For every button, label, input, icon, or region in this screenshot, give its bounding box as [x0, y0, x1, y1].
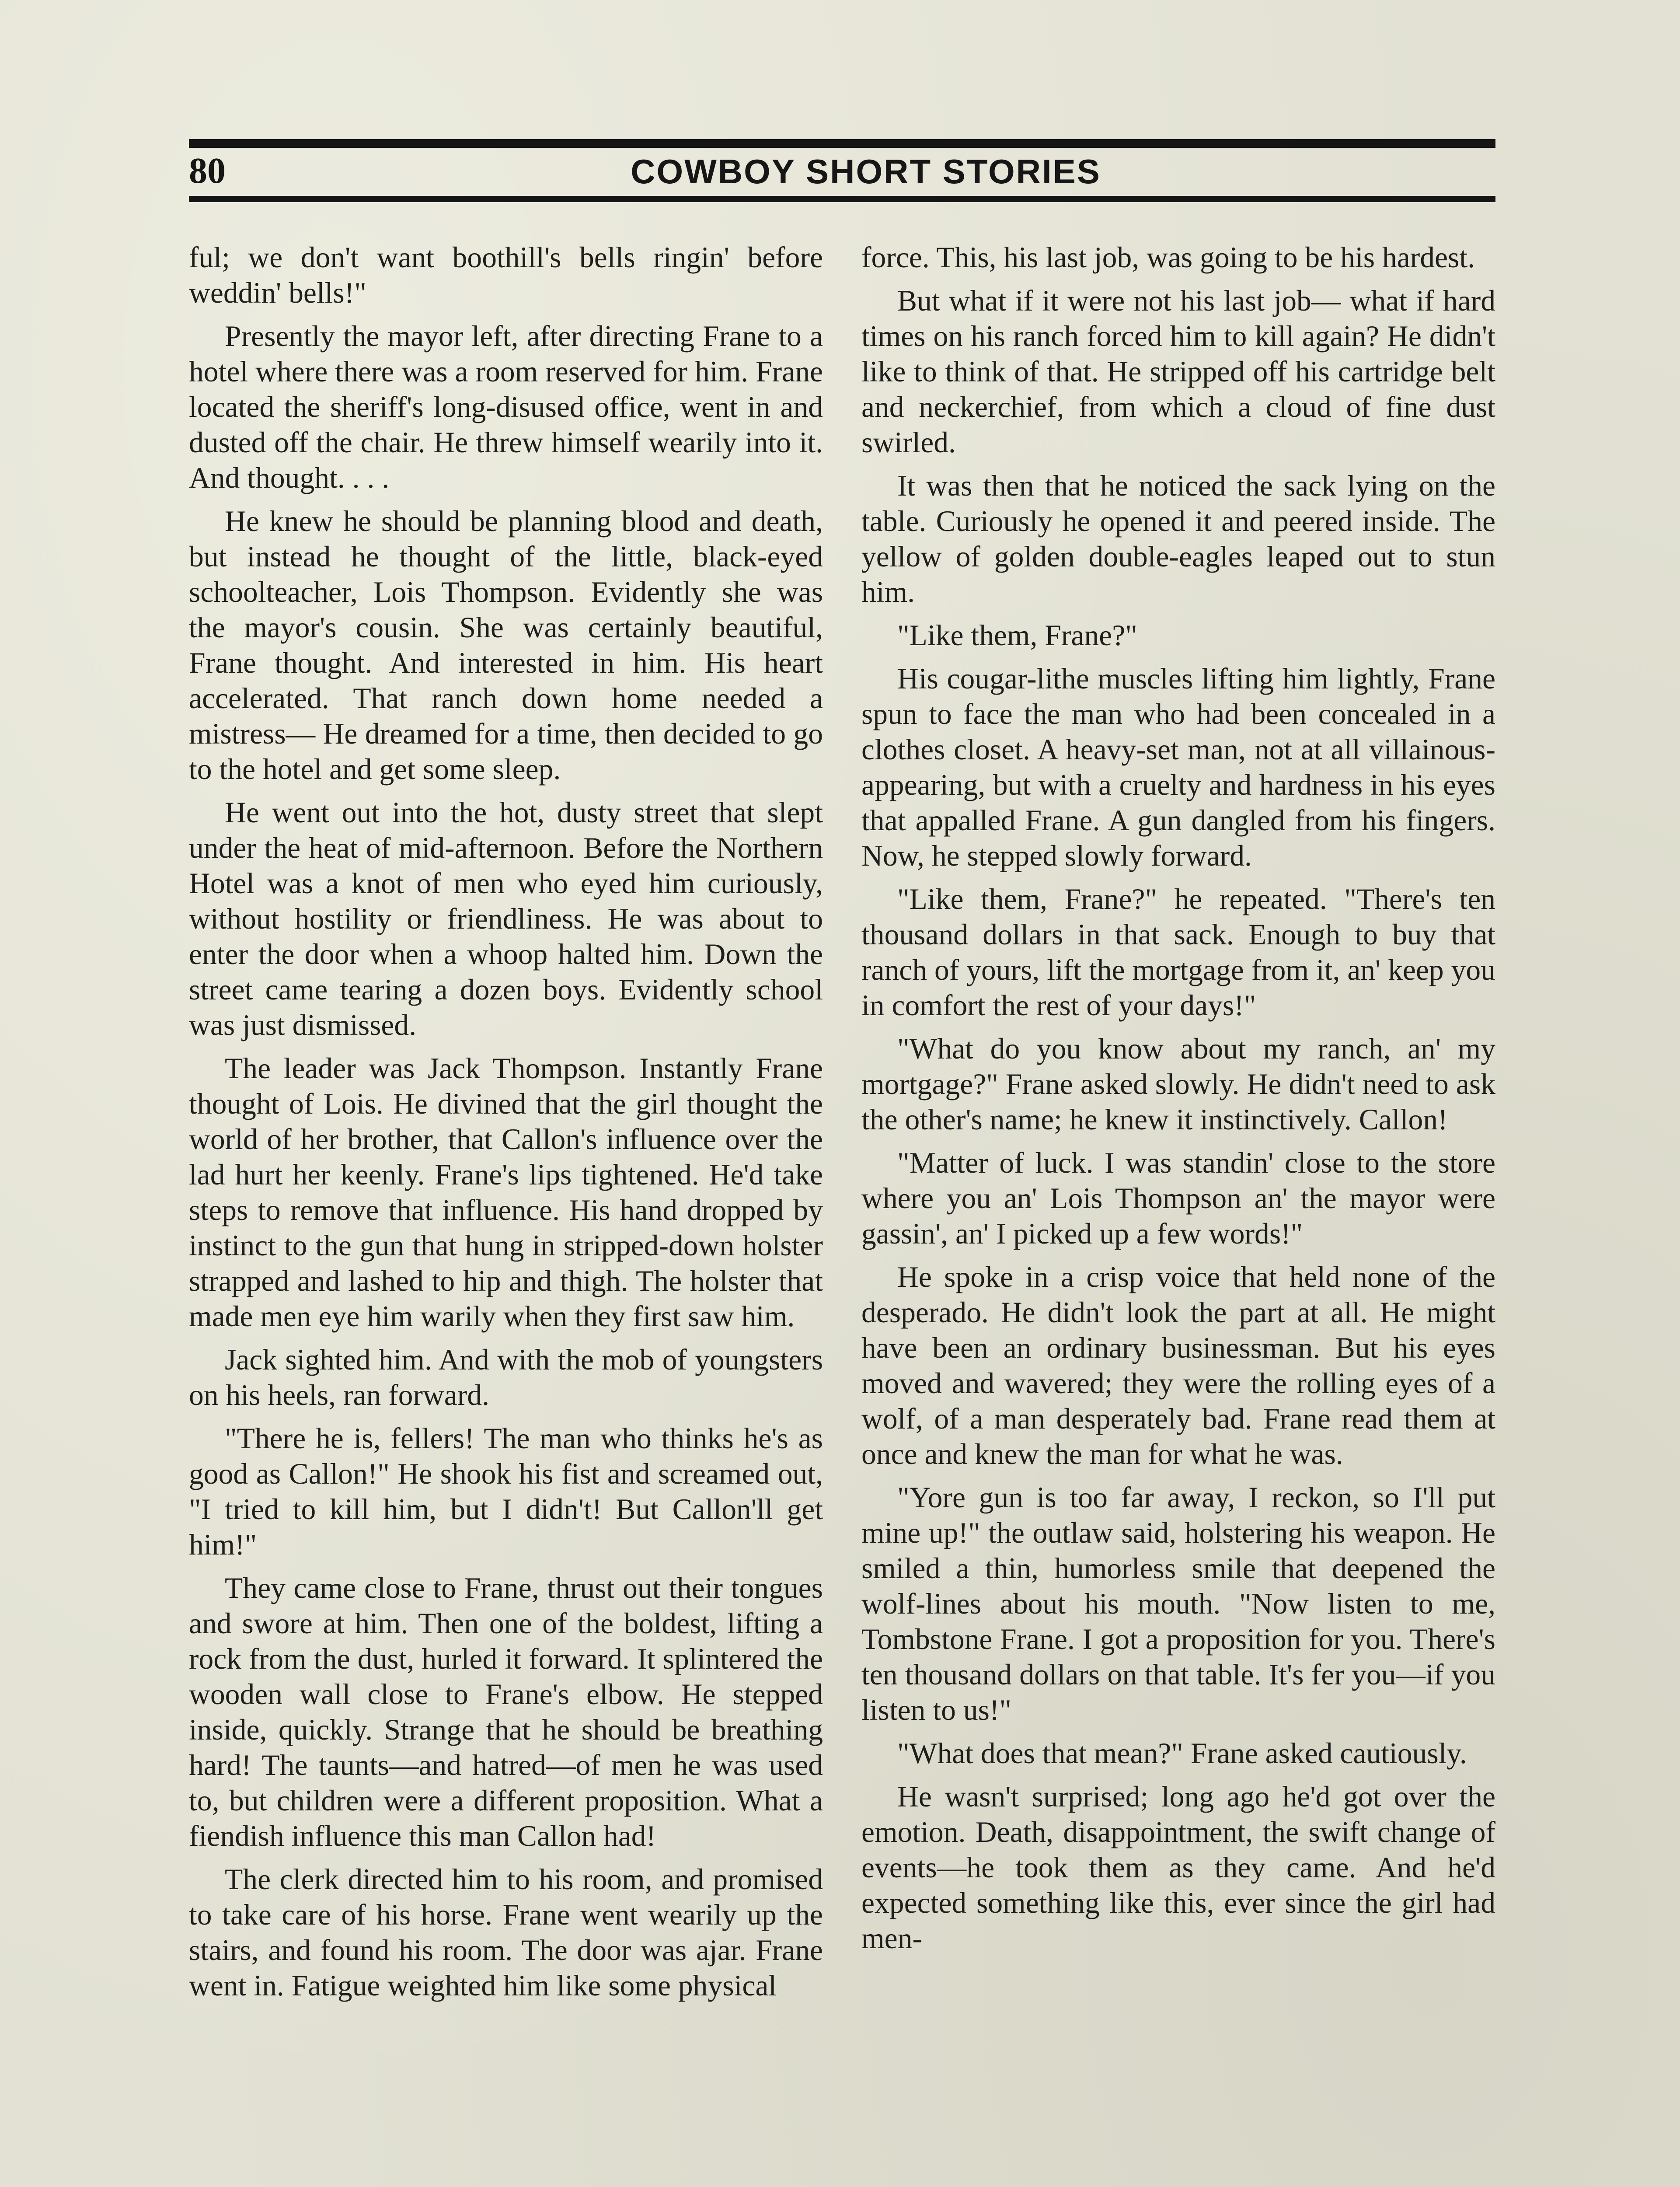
paragraph: "Like them, Frane?" he repeated. "There's ten thousand dollars in that sack. Enough to buy that ranch of yours, lift the mortgage from it, an' keep you in comfort the rest of your days!" — [861, 883, 1495, 1022]
paragraph: "Like them, Frane?" — [897, 619, 1137, 652]
magazine-title: COWBOY SHORT STORIES — [631, 152, 1101, 191]
paragraph: Jack sighted him. And with the mob of youngsters on his heels, ran forward. — [189, 1343, 823, 1411]
paragraph: But what if it were not his last job— what if hard times on his ranch forced him to kill again? He didn't like to think of that. He stripped off his cartridge belt and neckerchief, from which a cloud of fine dust swirled. — [861, 284, 1495, 459]
paragraph: Presently the mayor left, after directing Frane to a hotel where there was a room reserved for him. Frane located the sheriff's long-disused office, went in and dusted off the chair. He threw himself wearily into it. And thought. . . . — [189, 320, 823, 494]
paragraph: He spoke in a crisp voice that held none of the desperado. He didn't look the part at all. He might have been an ordinary businessman. But his eyes moved and wavered; they were the rolling eyes of a wolf, of a man desperately bad. Frane read them at once and knew the man for what he was. — [861, 1261, 1495, 1471]
paragraph: The leader was Jack Thompson. Instantly Frane thought of Lois. He divined that the girl thought the world of her brother, that Callon's influence over the lad hurt her keenly. Frane's lips tightened. He'd take steps to remove that influence. His hand dropped by instinct to the gun that hung in stripped-down holster strapped and lashed to hip and thigh. The holster that made men eye him warily when they first saw him. — [189, 1052, 823, 1333]
paragraph: "There he is, fellers! The man who thinks he's as good as Callon!" He shook his fist and screamed out, "I tried to kill him, but I didn't! But Callon'll get him!" — [189, 1422, 823, 1561]
page-number: 80 — [189, 150, 226, 191]
paragraph: The clerk directed him to his room, and promised to take care of his horse. Frane went wearily up the stairs, and found his room. The door was ajar. Frane went in. Fatigue weighted him like some physical — [189, 1863, 823, 2002]
paragraph: "Yore gun is too far away, I reckon, so I'll put mine up!" the outlaw said, holstering his weapon. He smiled a thin, humorless smile that deepened the wolf-lines about his mouth. "Now listen to me, Tombstone Frane. I got a proposition for you. There's ten thousand dollars on that table. It's fer you—if you listen to us!" — [861, 1481, 1495, 1726]
paragraph: force. This, his last job, was going to be his hardest. — [861, 241, 1475, 274]
paragraph: "What do you know about my ranch, an' my mortgage?" Frane asked slowly. He didn't need to ask the other's name; he knew it instinctively. Callon! — [861, 1032, 1495, 1136]
paragraph: They came close to Frane, thrust out their tongues and swore at him. Then one of the boldest, lifting a rock from the dust, hurled it forward. It splintered the wooden wall close to Frane's elbow. He stepped inside, quickly. Strange that he should be breathing hard! The taunts—and hatred—of men he was used to, but children were a different proposition. What a fiendish influence this man Callon had! — [189, 1572, 823, 1852]
right-column — [861, 240, 1495, 1964]
paragraph: "Matter of luck. I was standin' close to the store where you an' Lois Thompson an' the mayor were gassin', an' I picked up a few words!" — [861, 1146, 1495, 1250]
paragraph: ful; we don't want boothill's bells ringin' before weddin' bells!" — [189, 241, 823, 309]
header-top-rule — [189, 139, 1495, 148]
paragraph: "What does that mean?" Frane asked cautiously. — [897, 1737, 1467, 1770]
paragraph: His cougar-lithe muscles lifting him lightly, Frane spun to face the man who had been concealed in a clothes closet. A heavy-set man, not at all villainous-appearing, but with a cruelty and hardness in his eyes that appalled Frane. A gun dangled from his fingers. Now, he stepped slowly forward. — [861, 662, 1495, 872]
paragraph: He went out into the hot, dusty street that slept under the heat of mid-afternoon. Before the Northern Hotel was a knot of men who eyed him curiously, without hostility or friendliness. He was about to enter the door when a whoop halted him. Down the street came tearing a dozen boys. Evidently school was just dismissed. — [189, 796, 823, 1041]
left-column — [189, 240, 823, 2011]
paragraph: He wasn't surprised; long ago he'd got over the emotion. Death, disappointment, the swift change of events—he took them as they came. And he'd expected something like this, ever since the girl had men- — [861, 1780, 1495, 1955]
paragraph: It was then that he noticed the sack lying on the table. Curiously he opened it and peered inside. The yellow of golden double-eagles leaped out to stun him. — [861, 469, 1495, 608]
header-bottom-rule — [189, 196, 1495, 202]
paragraph: He knew he should be planning blood and death, but instead he thought of the little, black-eyed schoolteacher, Lois Thompson. Evidently she was the mayor's cousin. She was certainly beautiful, Frane thought. And interested in him. His heart accelerated. That ranch down home needed a mistress— He dreamed for a time, then decided to go to the hotel and get some sleep. — [189, 505, 823, 786]
